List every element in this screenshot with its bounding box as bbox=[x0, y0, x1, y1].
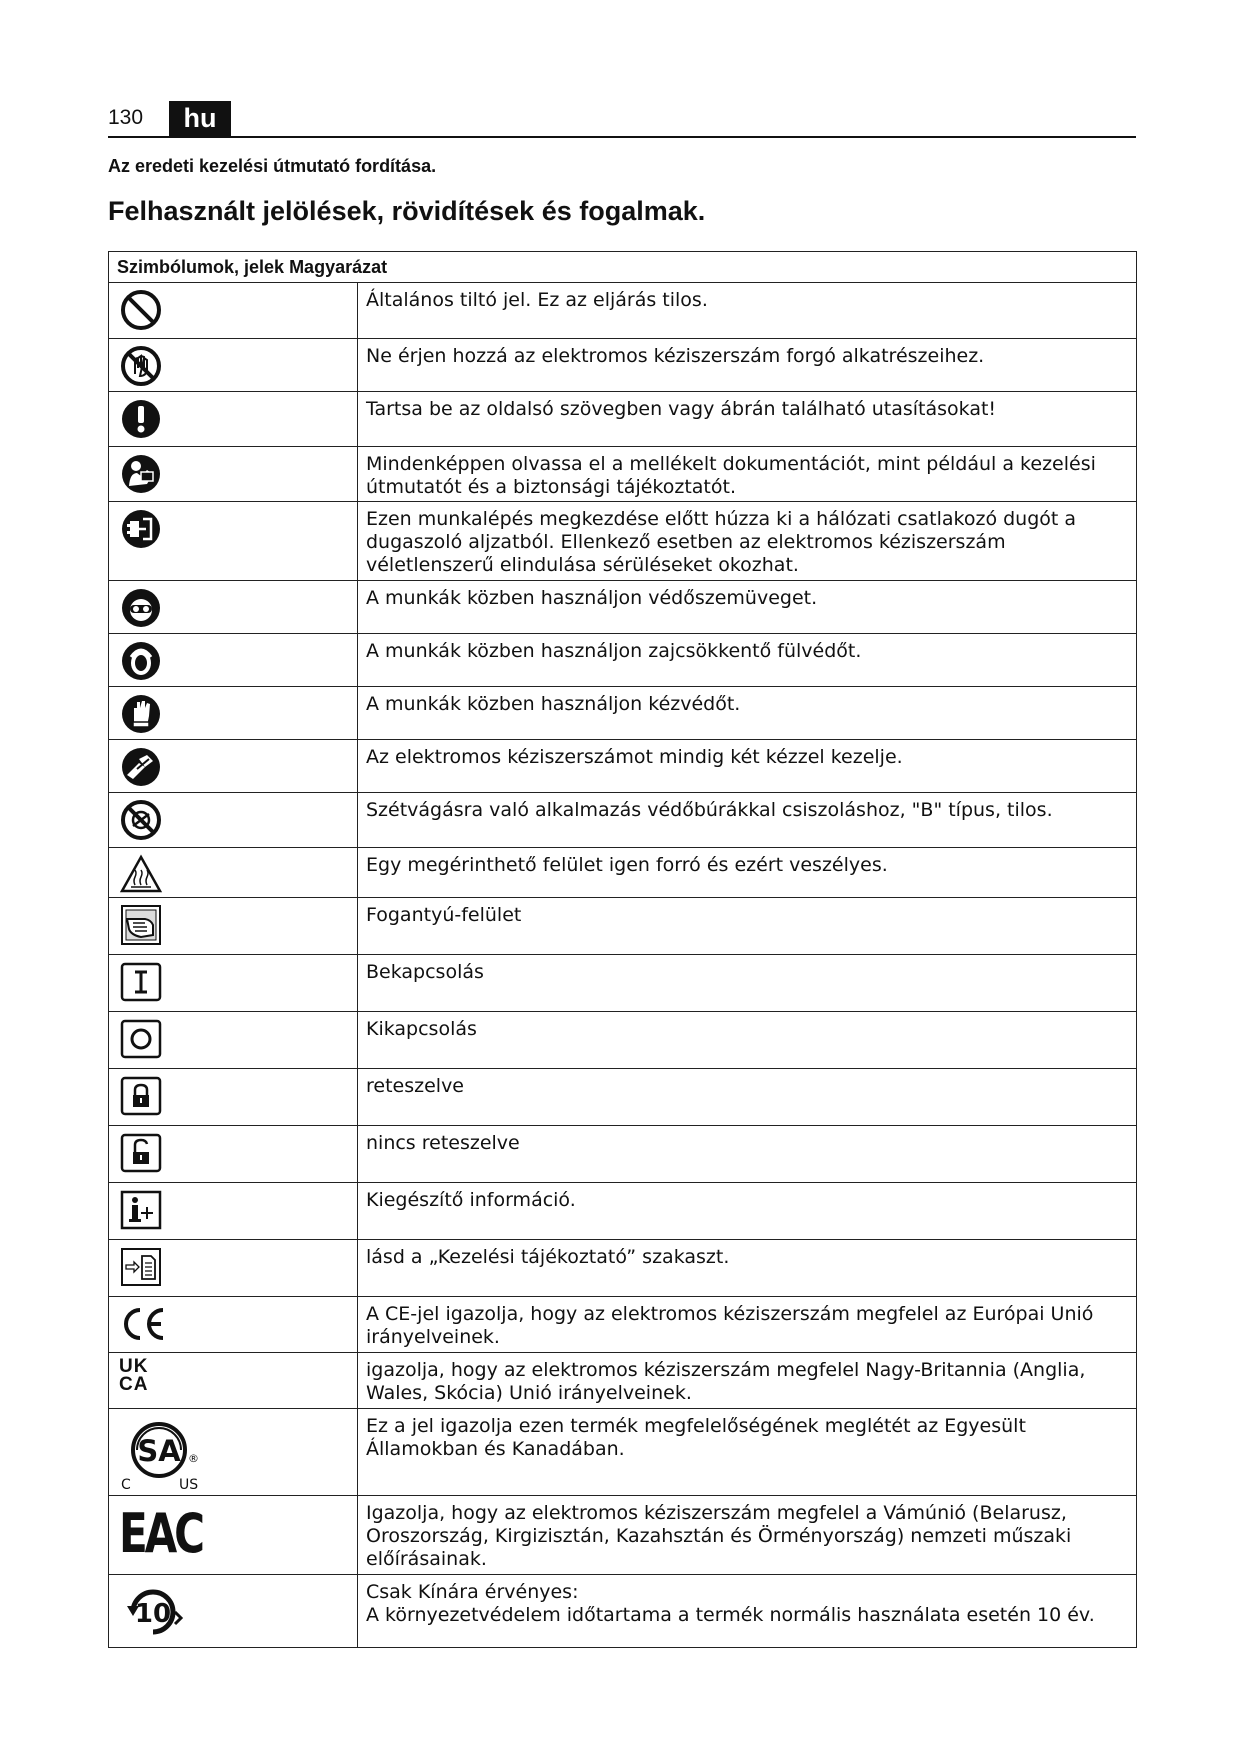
ukca-mark-icon bbox=[119, 1358, 165, 1394]
page-number: 130 bbox=[108, 106, 144, 129]
row-text: igazolja, hogy az elektromos kéziszerszám megfelel Nagy-Britannia (Anglia, Wales, Skócia) Unió irányelveinek. bbox=[358, 1353, 1137, 1409]
eac-mark-icon: EAC bbox=[119, 1502, 202, 1565]
row-text: Csak Kínára érvényes: bbox=[366, 1581, 579, 1603]
ukca-top: UK bbox=[119, 1356, 149, 1377]
see-document-icon bbox=[119, 1245, 163, 1289]
language-badge: hu bbox=[169, 101, 231, 136]
csa-left: C bbox=[121, 1477, 131, 1492]
china-years: 10 bbox=[134, 1599, 172, 1629]
row-text: Az elektromos kéziszerszámot mindig két kézzel kezelje. bbox=[358, 740, 1137, 793]
row-text: A munkák közben használjon védőszemüveget. bbox=[358, 581, 1137, 634]
no-cutting-icon bbox=[119, 798, 163, 842]
row-text: Kikapcsolás bbox=[358, 1012, 1137, 1069]
gloves-icon bbox=[119, 692, 163, 736]
row-text: reteszelve bbox=[358, 1069, 1137, 1126]
table-header-row bbox=[109, 252, 1137, 283]
table-row bbox=[109, 687, 1137, 740]
table-row bbox=[109, 848, 1137, 898]
table-row bbox=[109, 1183, 1137, 1240]
table-row bbox=[109, 1409, 1137, 1496]
row-text: A CE-jel igazolja, hogy az elektromos kéziszerszám megfelel az Európai Unió irányelveinek. bbox=[358, 1297, 1137, 1353]
unlocked-icon bbox=[119, 1131, 163, 1175]
table-row bbox=[109, 1240, 1137, 1297]
symbols-table bbox=[108, 251, 1137, 1648]
table-row bbox=[109, 581, 1137, 634]
table-row bbox=[109, 502, 1137, 581]
safety-goggles-icon bbox=[119, 586, 163, 630]
column-header-symbols: Szimbólumok, jelek bbox=[117, 256, 285, 277]
row-text: Szétvágásra való alkalmazás védőbúrákkal csiszoláshoz, "B" típus, tilos. bbox=[358, 793, 1137, 848]
table-row bbox=[109, 740, 1137, 793]
info-icon bbox=[119, 1188, 163, 1232]
table-row bbox=[109, 634, 1137, 687]
row-text: Egy megérinthető felület igen forró és ezért veszélyes. bbox=[358, 848, 1137, 898]
china-10-years-icon bbox=[119, 1580, 189, 1644]
table-row bbox=[109, 1353, 1137, 1409]
unplug-icon bbox=[119, 507, 163, 551]
table-row bbox=[109, 1012, 1137, 1069]
prohibition-icon bbox=[119, 288, 163, 332]
no-touch-rotating-parts-icon bbox=[119, 344, 163, 388]
table-row bbox=[109, 1575, 1137, 1648]
grip-surface-icon bbox=[119, 903, 163, 947]
column-header-explanation: Magyarázat bbox=[289, 256, 388, 277]
table-row bbox=[109, 955, 1137, 1012]
csa-mark-icon bbox=[119, 1414, 209, 1492]
table-row bbox=[109, 447, 1137, 502]
row-text: Mindenképpen olvassa el a mellékelt dokumentációt, mint például a kezelési útmutatót és a biztonsági tájékoztatót. bbox=[358, 447, 1137, 502]
row-text: nincs reteszelve bbox=[358, 1126, 1137, 1183]
power-on-icon bbox=[119, 960, 163, 1004]
csa-right: US bbox=[179, 1477, 199, 1492]
locked-icon bbox=[119, 1074, 163, 1118]
table-row bbox=[109, 1496, 1137, 1575]
csa-letters: SA bbox=[137, 1434, 181, 1468]
page-title: Felhasznált jelölések, rövidítések és fogalmak. bbox=[108, 196, 706, 226]
table-header bbox=[109, 252, 1137, 283]
header-rule bbox=[108, 136, 1136, 138]
power-off-icon bbox=[119, 1017, 163, 1061]
row-text: Ez a jel igazolja ezen termék megfelelőségének meglétét az Egyesült Államokban és Kanadában. bbox=[358, 1409, 1137, 1496]
table-row bbox=[109, 392, 1137, 447]
table-row bbox=[109, 1069, 1137, 1126]
subtitle: Az eredeti kezelési útmutató fordítása. bbox=[108, 156, 437, 176]
row-text: Bekapcsolás bbox=[358, 955, 1137, 1012]
row-text: A munkák közben használjon zajcsökkentő fülvédőt. bbox=[358, 634, 1137, 687]
row-text: Ne érjen hozzá az elektromos kéziszerszám forgó alkatrészeihez. bbox=[358, 339, 1137, 392]
row-text: Ezen munkalépés megkezdése előtt húzza ki a hálózati csatlakozó dugót a dugaszoló aljzatból. Ellenkező esetben az elektromos kéziszerszám véletlenszerű elindulása sérüléseket okozhat. bbox=[358, 502, 1137, 581]
table-row bbox=[109, 1126, 1137, 1183]
table-row bbox=[109, 283, 1137, 339]
csa-registered: ® bbox=[188, 1452, 199, 1465]
row-text: lásd a „Kezelési tájékoztató” szakaszt. bbox=[358, 1240, 1137, 1297]
row-text: A munkák közben használjon kézvédőt. bbox=[358, 687, 1137, 740]
ce-mark-icon bbox=[119, 1302, 167, 1346]
table-row bbox=[109, 793, 1137, 848]
row-text-secondary: A környezetvédelem időtartama a termék normális használata esetén 10 év. bbox=[366, 1604, 1095, 1626]
ukca-bottom: CA bbox=[119, 1374, 149, 1395]
exclamation-icon bbox=[119, 397, 163, 441]
row-text: Igazolja, hogy az elektromos kéziszerszám megfelel a Vámúnió (Belarusz, Oroszország, Kirgizisztán, Kazahsztán és Örményország) nemzeti műszaki előírásainak. bbox=[358, 1496, 1137, 1575]
read-manual-icon bbox=[119, 452, 163, 496]
row-text: Fogantyú-felület bbox=[358, 898, 1137, 955]
row-text: Tartsa be az oldalsó szövegben vagy ábrán található utasításokat! bbox=[358, 392, 1137, 447]
two-hands-icon bbox=[119, 745, 163, 789]
hot-surface-icon bbox=[119, 853, 163, 897]
table-row bbox=[109, 1297, 1137, 1353]
row-text: Kiegészítő információ. bbox=[358, 1183, 1137, 1240]
row-text: Általános tiltó jel. Ez az eljárás tilos. bbox=[358, 283, 1137, 339]
table-row bbox=[109, 898, 1137, 955]
table-row bbox=[109, 339, 1137, 392]
ear-protection-icon bbox=[119, 639, 163, 683]
